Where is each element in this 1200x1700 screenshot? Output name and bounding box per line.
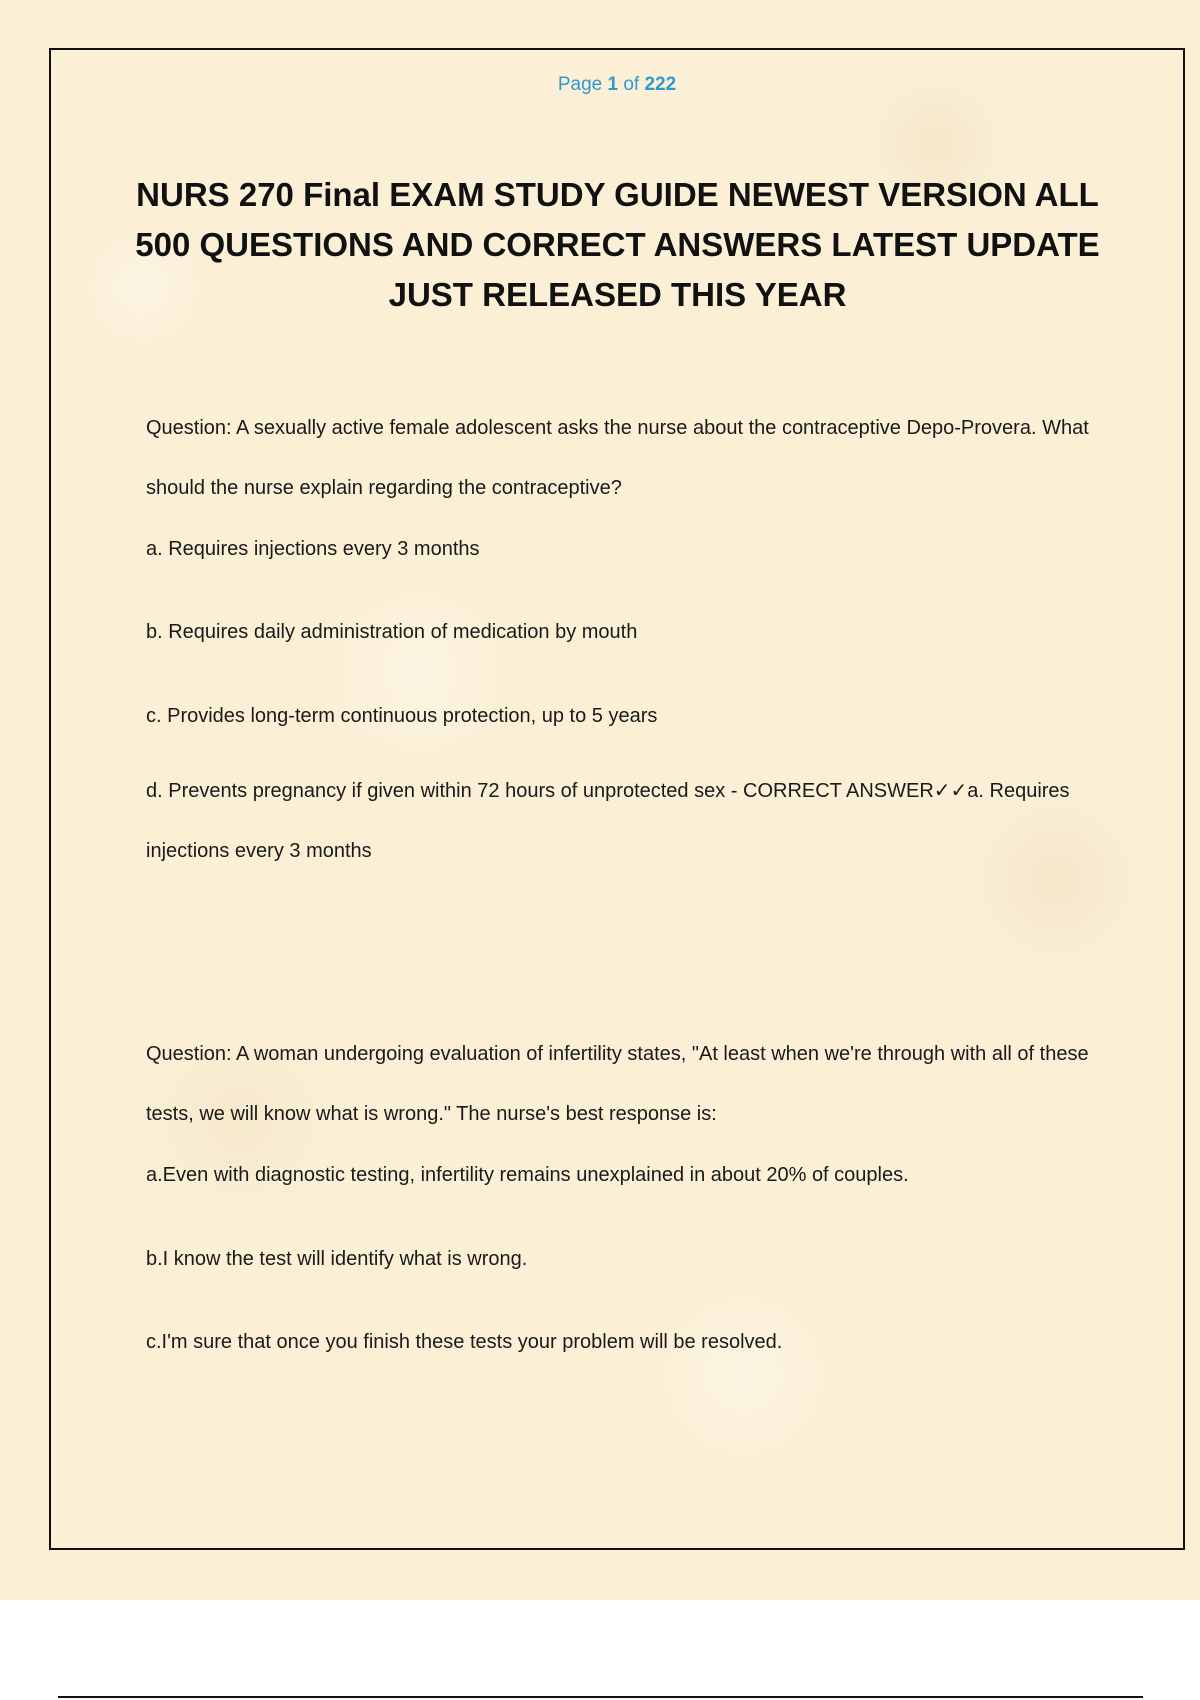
- page-current: 1: [607, 74, 619, 95]
- footer-rule: [58, 1696, 1143, 1698]
- question-1-option-c: c. Provides long-term continuous protection, up to 5 years: [146, 705, 658, 727]
- page-label-prefix: Page: [557, 74, 608, 95]
- page-total: 222: [644, 74, 677, 95]
- question-2-option-c: c.I'm sure that once you finish these tests your problem will be resolved.: [146, 1331, 783, 1353]
- document-title: NURS 270 Final EXAM STUDY GUIDE NEWEST VERSION ALL 500 QUESTIONS AND CORRECT ANSWERS LATEST UPDATE JUST RELEASED THIS YEAR: [135, 176, 1100, 313]
- question-1-option-d-answer: d. Prevents pregnancy if given within 72 hours of unprotected sex - CORRECT ANSWER✓✓a. Requires injections every 3 months: [146, 780, 1070, 862]
- question-block-2: [146, 1024, 1106, 1354]
- page-indicator: [0, 74, 1200, 96]
- question-block-1: [146, 398, 1106, 881]
- question-2-option-a: a.Even with diagnostic testing, infertility remains unexplained in about 20% of couples.: [146, 1164, 909, 1186]
- question-1-option-a: a. Requires injections every 3 months: [146, 538, 480, 560]
- question-1-option-b: b. Requires daily administration of medication by mouth: [146, 621, 638, 643]
- page-label-middle: of: [618, 74, 645, 95]
- question-2-option-b: b.I know the test will identify what is wrong.: [146, 1248, 528, 1270]
- question-1-text: Question: A sexually active female adolescent asks the nurse about the contraceptive Depo-Provera. What should the nurse explain regarding the contraceptive?: [146, 417, 1089, 499]
- question-2-text: Question: A woman undergoing evaluation of infertility states, "At least when we're through with all of these tests, we will know what is wrong." The nurse's best response is:: [146, 1043, 1089, 1125]
